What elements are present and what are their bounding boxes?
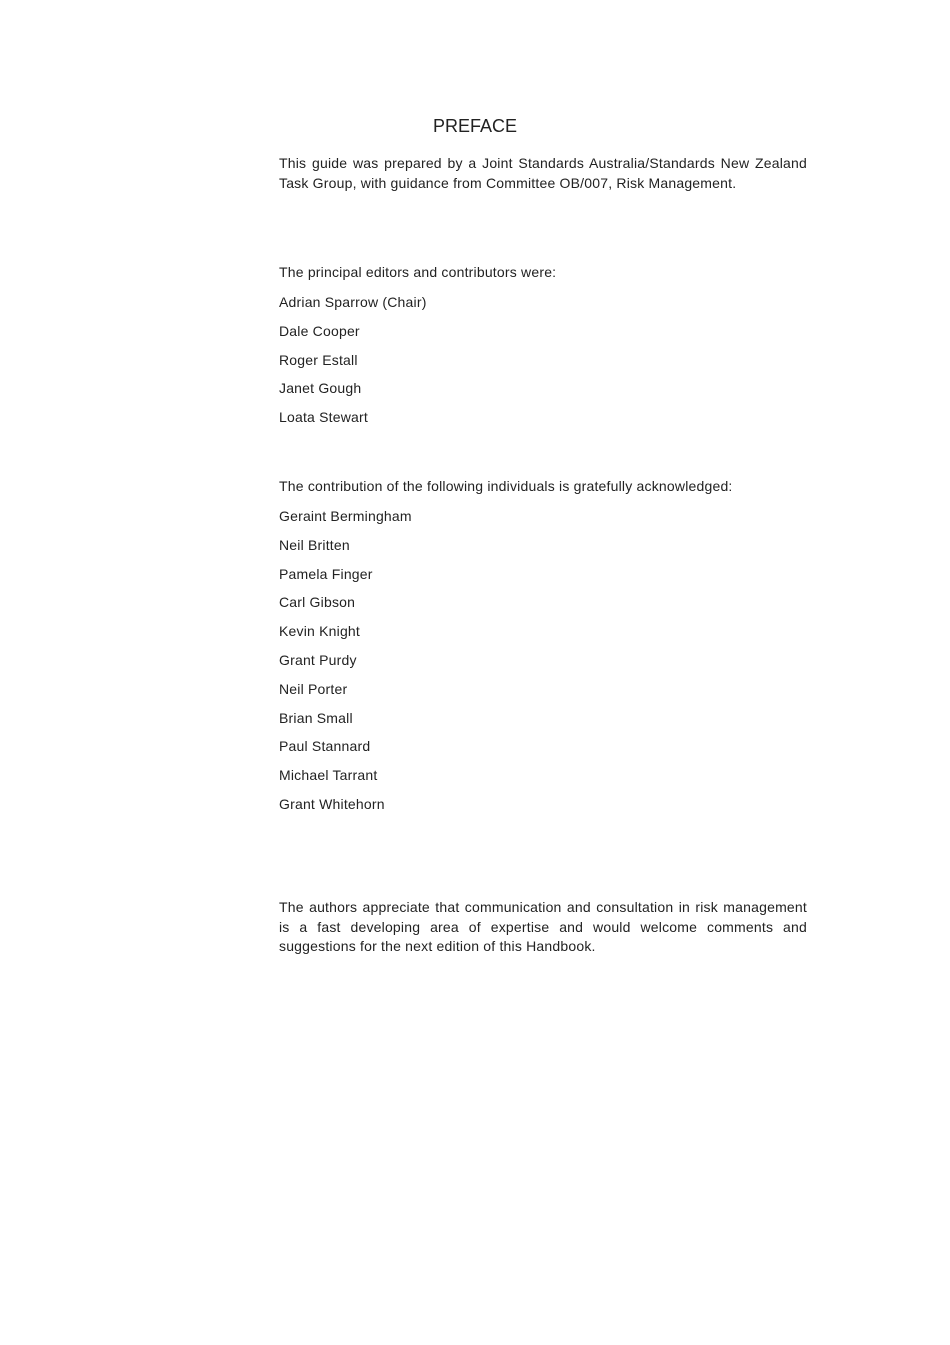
editors-list bbox=[279, 292, 427, 436]
contributor-name: Brian Small bbox=[279, 709, 353, 726]
contributor-name: Neil Britten bbox=[279, 536, 350, 553]
editor-name: Roger Estall bbox=[279, 351, 358, 368]
editors-heading: The principal editors and contributors were: bbox=[279, 264, 557, 280]
editor-name: Adrian Sparrow (Chair) bbox=[279, 294, 427, 310]
page-title: PREFACE bbox=[432, 116, 518, 136]
contributor-name: Geraint Bermingham bbox=[279, 508, 412, 524]
intro-paragraph: This guide was prepared by a Joint Standards Australia/Standards New Zealand Task Group, with guidance from Committee OB/007, Risk Management. bbox=[279, 155, 807, 191]
contributor-name: Michael Tarrant bbox=[279, 767, 378, 784]
contributor-name: Paul Stannard bbox=[279, 738, 371, 755]
contributors-list bbox=[279, 506, 412, 823]
contributor-name: Neil Porter bbox=[279, 680, 348, 697]
contributor-name: Kevin Knight bbox=[279, 623, 361, 640]
closing-paragraph: The authors appreciate that communication and consultation in risk management is a fast developing area of expertise and would welcome comments and suggestions for the next edition of this Handbook. bbox=[279, 899, 807, 954]
contributor-name: Grant Whitehorn bbox=[279, 795, 385, 812]
editor-name: Loata Stewart bbox=[279, 409, 368, 426]
contributor-name: Carl Gibson bbox=[279, 594, 356, 611]
editor-name: Dale Cooper bbox=[279, 322, 360, 339]
contributor-name: Pamela Finger bbox=[279, 565, 373, 582]
contributor-name: Grant Purdy bbox=[279, 651, 357, 668]
editor-name: Janet Gough bbox=[279, 380, 362, 397]
contributors-heading: The contribution of the following individuals is gratefully acknowledged: bbox=[279, 478, 733, 494]
